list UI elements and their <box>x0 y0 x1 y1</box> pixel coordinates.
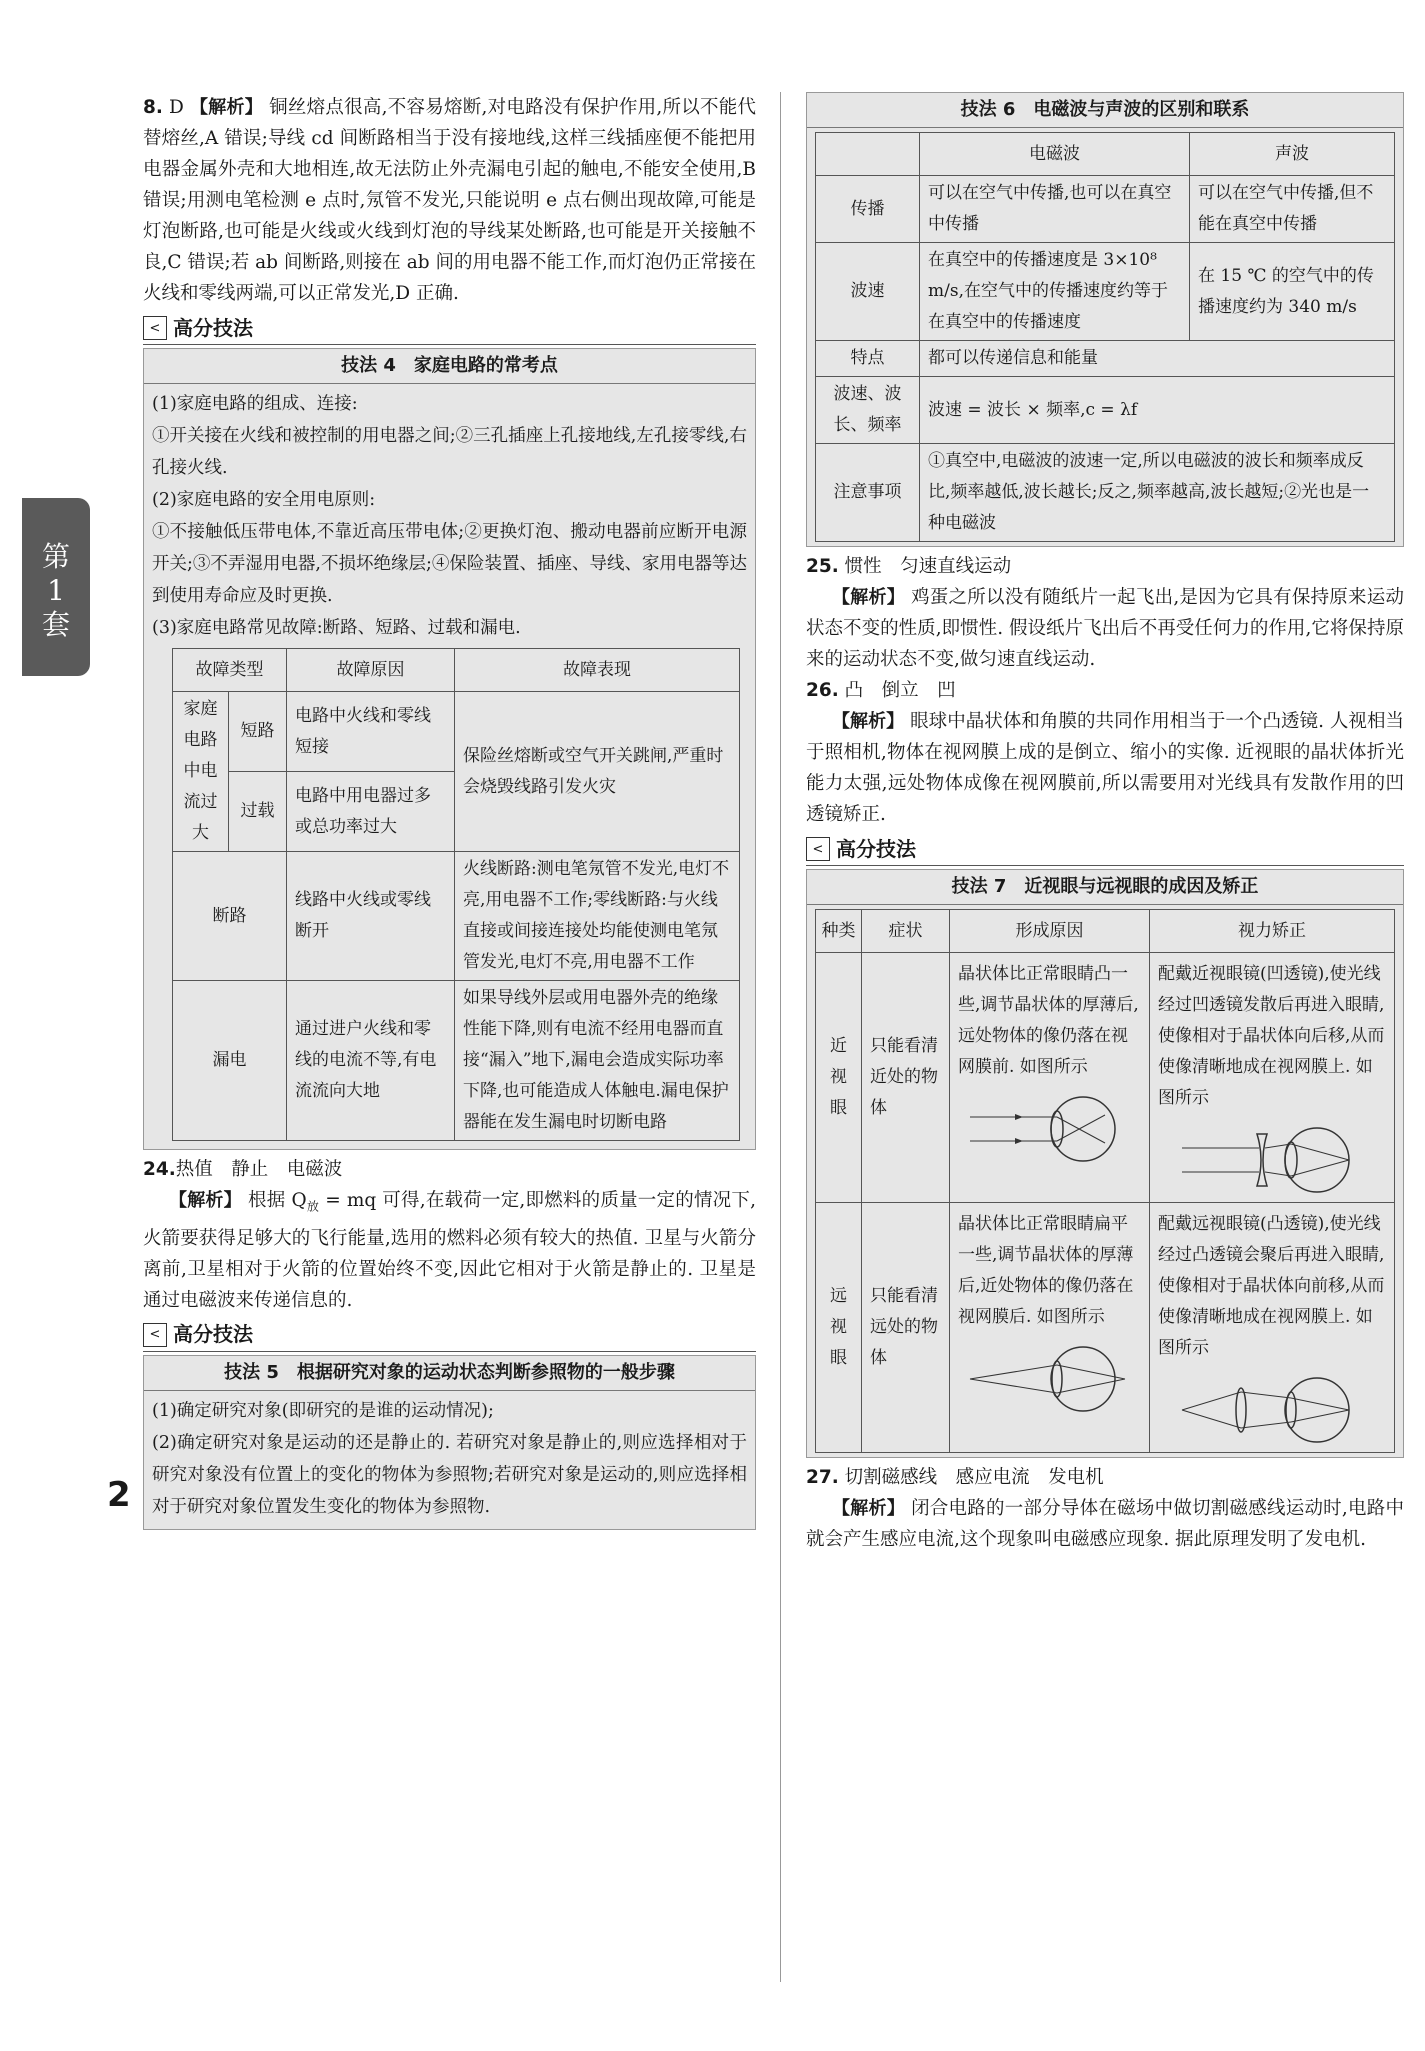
tip6-box <box>806 92 1404 547</box>
tip4-line: (3)家庭电路常见故障:断路、短路、过载和漏电. <box>152 618 521 638</box>
q24-text-a: 根据 Q <box>247 1190 307 1211</box>
tip5-line: (1)确定研究对象(即研究的是谁的运动情况); <box>152 1400 494 1421</box>
wave-row-sound: 在 15 ℃ 的空气中的传播速度约为 340 m/s <box>1190 243 1395 341</box>
q26-answer-text: 凸 倒立 凹 <box>844 680 956 701</box>
left-column <box>143 92 756 1530</box>
wave-relation: 波速 = 波长 × 频率,c = λf <box>920 377 1395 444</box>
tip7-title: 技法 7 近视眼与远视眼的成因及矫正 <box>807 870 1403 905</box>
tip4-box <box>143 348 756 1150</box>
eye-symptom-far: 只能看清远处的物体 <box>862 1203 950 1453</box>
fault-open-name: 断路 <box>173 852 287 981</box>
section-heading <box>143 1319 756 1352</box>
q8-answer <box>143 92 756 309</box>
q8-text: 铜丝熔点很高,不容易熔断,对电路没有保护作用,所以不能代替熔丝,A 错误;导线 cd 间断路相当于没有接地线,这样三线插座便不能把用电器金属外壳和大地相连,故无法防止外壳漏电引起的触电,不能安全使用,B 错误;用测电笔检测 e 点时,氖管不发光,只能说明 e 点右侧出现故障,可能是灯泡断路,也可能是火线或火线到灯泡的导线某处断路,也可能是开关接触不良,C 错误;若 ab 间断路,则接在 ab 间的用电器不能工作,而灯泡仍正常接在火线和零线两端,可以正常发光,D 正确. <box>143 97 757 304</box>
eye-fix-far-cell <box>1150 1203 1395 1453</box>
share-icon: < <box>806 837 830 861</box>
wave-note: ①真空中,电磁波的波速一定,所以电磁波的波长和频率成反比,频率越低,波长越长;反之,频率越高,波长越短;②光也是一种电磁波 <box>920 444 1395 542</box>
myopia-correction-diagram <box>1177 1120 1367 1200</box>
q25-answer-text: 惯性 匀速直线运动 <box>844 556 1012 577</box>
q25-explanation <box>806 582 1404 675</box>
q27-answer <box>806 1462 1404 1493</box>
section-heading <box>806 833 1404 866</box>
share-icon: < <box>143 1323 167 1347</box>
tip5-title: 技法 5 根据研究对象的运动状态判断参照物的一般步骤 <box>144 1356 755 1391</box>
tip4-title: 技法 4 家庭电路的常考点 <box>144 349 755 384</box>
fault-short-name: 短路 <box>229 692 287 772</box>
tip5-box <box>143 1355 756 1530</box>
q27-number: 27. <box>806 1467 839 1488</box>
chapter-tab-line2: 1 <box>47 574 65 607</box>
q27-answer-text: 切割磁感线 感应电流 发电机 <box>844 1467 1104 1488</box>
q26-tag: 【解析】 <box>832 711 905 732</box>
q25-number: 25. <box>806 556 839 577</box>
q26-answer <box>806 675 1404 706</box>
wave-header-sound: 声波 <box>1190 133 1395 176</box>
eye-header-cause: 形成原因 <box>950 910 1150 953</box>
chapter-tab-line1: 第 <box>41 540 70 573</box>
fault-table <box>172 648 740 1141</box>
right-column <box>806 92 1404 1555</box>
chapter-tab <box>22 498 90 676</box>
eye-cause-near: 晶状体比正常眼睛凸一些,调节晶状体的厚薄后,远处物体的像仍落在视网膜前. 如图所示 <box>958 964 1139 1077</box>
eye-cause-far: 晶状体比正常眼睛扁平一些,调节晶状体的厚薄后,近处物体的像仍落在视网膜后. 如图所示 <box>958 1214 1134 1327</box>
tip5-line: (2)确定研究对象是运动的还是静止的. 若研究对象是静止的,则应选择相对于研究对象没有位置上的变化的物体为参照物;若研究对象是运动的,则应选择相对于研究对象位置发生变化的物体为参照物. <box>152 1432 747 1517</box>
share-icon: < <box>143 316 167 340</box>
wave-header-em: 电磁波 <box>920 133 1190 176</box>
eye-table <box>815 909 1395 1453</box>
wave-header-blank <box>816 133 920 176</box>
q24-answer <box>143 1154 756 1185</box>
q26-text: 眼球中晶状体和角膜的共同作用相当于一个凸透镜. 人视相当于照相机,物体在视网膜上成的是倒立、缩小的实像. 近视眼的晶状体折光能力太强,远处物体成像在视网膜前,所以需要用对光线具有发散作用的凹透镜矫正. <box>806 711 1405 825</box>
eye-kind-near: 近视眼 <box>816 953 862 1203</box>
fault-open-cause: 线路中火线或零线断开 <box>287 852 455 981</box>
q8-number: 8. <box>143 97 163 118</box>
q27-text: 闭合电路的一部分导体在磁场中做切割磁感线运动时,电路中就会产生感应电流,这个现象叫电磁感应现象. 据此原理发明了发电机. <box>806 1498 1404 1550</box>
fault-header-cause: 故障原因 <box>287 649 455 692</box>
wave-feature-label: 特点 <box>816 341 920 377</box>
fault-over-name: 过载 <box>229 772 287 852</box>
q25-text: 鸡蛋之所以没有随纸片一起飞出,是因为它具有保持原来运动状态不变的性质,即惯性. 假设纸片飞出后不再受任何力的作用,它将保持原来的运动状态不变,做匀速直线运动. <box>806 587 1404 670</box>
fault-leak-cause: 通过进户火线和零线的电流不等,有电流流向大地 <box>287 981 455 1141</box>
wave-row-label: 波速 <box>816 243 920 341</box>
column-divider <box>780 92 781 1982</box>
q25-tag: 【解析】 <box>832 587 905 608</box>
myopia-diagram <box>965 1089 1135 1169</box>
hyperopia-correction-diagram <box>1177 1370 1367 1450</box>
eye-header-symptom: 症状 <box>862 910 950 953</box>
fault-short-cause: 电路中火线和零线短接 <box>287 692 455 772</box>
wave-row-em: 可以在空气中传播,也可以在真空中传播 <box>920 176 1190 243</box>
q24-text-b: = mq 可得,在载荷一定,即燃料的质量一定的情况下,火箭要获得足够大的飞行能量,选用的燃料必须有较大的热值. 卫星与火箭分离前,卫星相对于火箭的位置始终不变,因此它相对于火箭是静止的. 卫星是通过电磁波来传递信息的. <box>143 1190 756 1311</box>
hyperopia-diagram <box>965 1339 1135 1419</box>
fault-header-type: 故障类型 <box>173 649 287 692</box>
q24-number: 24. <box>143 1159 176 1180</box>
q8-choice: D <box>169 97 184 118</box>
wave-row-em: 在真空中的传播速度是 3×10⁸ m/s,在空气中的传播速度约等于在真空中的传播速度 <box>920 243 1190 341</box>
wave-relation-label: 波速、波长、频率 <box>816 377 920 444</box>
wave-row-sound: 可以在空气中传播,但不能在真空中传播 <box>1190 176 1395 243</box>
eye-cause-near-cell <box>950 953 1150 1203</box>
wave-table <box>815 132 1395 542</box>
q24-explanation <box>143 1185 756 1316</box>
fault-over-cause: 电路中用电器过多或总功率过大 <box>287 772 455 852</box>
q24-tag: 【解析】 <box>169 1190 242 1211</box>
q27-explanation <box>806 1493 1404 1555</box>
eye-fix-near: 配戴近视眼镜(凹透镜),使光线经过凹透镜发散后再进入眼睛,使像相对于晶状体向后移,从而使像清晰地成在视网膜上. 如图所示 <box>1158 964 1385 1108</box>
eye-fix-near-cell <box>1150 953 1395 1203</box>
section-heading-label: 高分技法 <box>836 836 916 861</box>
q24-answer-text: 热值 静止 电磁波 <box>175 1159 343 1180</box>
page-number: 2 <box>107 1475 131 1515</box>
chapter-tab-line3: 套 <box>41 608 70 641</box>
tip6-title: 技法 6 电磁波与声波的区别和联系 <box>807 93 1403 128</box>
fault-leak-name: 漏电 <box>173 981 287 1141</box>
tip4-line: (2)家庭电路的安全用电原则: <box>152 490 376 510</box>
tip7-box <box>806 869 1404 1458</box>
eye-symptom-near: 只能看清近处的物体 <box>862 953 950 1203</box>
q26-number: 26. <box>806 680 839 701</box>
eye-kind-far: 远视眼 <box>816 1203 862 1453</box>
section-heading-label: 高分技法 <box>173 1322 253 1347</box>
q25-answer <box>806 551 1404 582</box>
fault-merged-effect: 保险丝熔断或空气开关跳闸,严重时会烧毁线路引发火灾 <box>455 692 740 852</box>
eye-header-fix: 视力矫正 <box>1150 910 1395 953</box>
wave-note-label: 注意事项 <box>816 444 920 542</box>
section-heading-label: 高分技法 <box>173 315 253 340</box>
fault-group: 家庭电路中电流过大 <box>173 692 229 852</box>
section-heading <box>143 312 756 345</box>
eye-cause-far-cell <box>950 1203 1150 1453</box>
q26-explanation <box>806 706 1404 830</box>
fault-leak-effect: 如果导线外层或用电器外壳的绝缘性能下降,则有电流不经用电器而直接“漏入”地下,漏电会造成实际功率下降,也可能造成人体触电.漏电保护器能在发生漏电时切断电路 <box>455 981 740 1141</box>
q8-tag: 【解析】 <box>190 97 264 118</box>
fault-header-effect: 故障表现 <box>455 649 740 692</box>
tip4-line: ①开关接在火线和被控制的用电器之间;②三孔插座上孔接地线,左孔接零线,右孔接火线. <box>152 426 747 478</box>
wave-feature: 都可以传递信息和能量 <box>920 341 1395 377</box>
fault-open-effect: 火线断路:测电笔氖管不发光,电灯不亮,用电器不工作;零线断路:与火线直接或间接连接处均能使测电笔氖管发光,电灯不亮,用电器不工作 <box>455 852 740 981</box>
eye-header-kind: 种类 <box>816 910 862 953</box>
tip4-line: ①不接触低压带电体,不靠近高压带电体;②更换灯泡、搬动电器前应断开电源开关;③不弄湿用电器,不损坏绝缘层;④保险装置、插座、导线、家用电器等达到使用寿命应及时更换. <box>152 522 747 606</box>
eye-fix-far: 配戴远视眼镜(凸透镜),使光线经过凸透镜会聚后再进入眼睛,使像相对于晶状体向前移,从而使像清晰地成在视网膜上. 如图所示 <box>1158 1214 1385 1358</box>
tip4-line: (1)家庭电路的组成、连接: <box>152 394 358 414</box>
q27-tag: 【解析】 <box>832 1498 905 1519</box>
wave-row-label: 传播 <box>816 176 920 243</box>
q24-subscript: 放 <box>306 1199 320 1214</box>
